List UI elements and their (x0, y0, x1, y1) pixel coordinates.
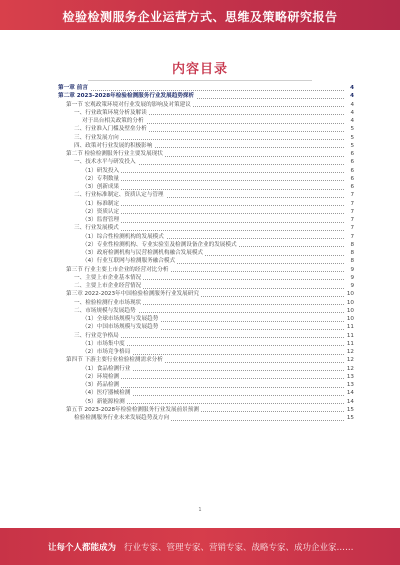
toc-entry[interactable] (58, 323, 354, 331)
toc-entry[interactable] (58, 414, 354, 422)
toc-entry-text: （2）环境检测 (82, 373, 120, 380)
toc-entry-text: （2）专业性检测机构、专业实验室及检测设备企业的发展模式 (82, 241, 237, 248)
toc-entry[interactable] (58, 282, 354, 290)
toc-entry-page: 6 (350, 175, 354, 182)
toc-entry[interactable] (58, 183, 354, 191)
toc-entry-text: （3）创新成果 (82, 184, 120, 190)
toc-entry-text: 二、行业准入门槛及壁垒分析 (74, 126, 147, 133)
toc-entry-page: 7 (350, 233, 354, 240)
toc-entry[interactable] (58, 356, 354, 364)
toc-entry-page: 7 (350, 217, 354, 223)
toc-entry-text: （2）市场竞争格局 (82, 349, 131, 355)
toc-entry-page: 7 (350, 192, 354, 199)
toc-entry-page: 8 (350, 241, 354, 248)
toc-entry[interactable] (58, 381, 354, 389)
toc-title: 内容目录 (171, 62, 228, 77)
toc-entry-page: 4 (350, 101, 354, 108)
toc-entry[interactable] (58, 299, 354, 307)
toc-entry-text: （3）监督管理 (82, 217, 120, 223)
toc-entry-text: （4）行业互联网与检测服务融合模式 (82, 258, 176, 265)
toc-entry-text: 第三节 行业主要上市企业的经营对比分析 (66, 266, 169, 273)
toc-entry[interactable] (58, 200, 354, 208)
footer-slogan-left: 让每个人都能成为 (48, 543, 117, 553)
toc-entry-text: 第三章 2022-2023年中国检验检测服务行业发展研究 (66, 291, 199, 298)
toc-entry[interactable] (58, 142, 354, 150)
toc-entry-text: 一、主要上市企业基本情况 (74, 274, 142, 281)
toc-entry-text: 第一节 宏观政策环境对行业发展的影响及对策建议 (66, 101, 191, 108)
toc-entry-page: 11 (346, 332, 354, 339)
toc-entry-text: 第四节 下游主要行业检验检测需求分析 (66, 357, 163, 364)
toc-leader-dots (82, 180, 344, 181)
toc-entry-text: 第五节 2023-2028年检验检测服务行业发展前景预测 (66, 406, 199, 413)
toc-entry[interactable] (58, 307, 354, 315)
toc-entry-page: 8 (350, 250, 354, 256)
toc-entry[interactable] (58, 84, 354, 92)
toc-entry-text: （2）资质认定 (82, 208, 120, 215)
toc-entry-page: 11 (346, 340, 354, 347)
toc-entry[interactable] (58, 257, 354, 265)
toc-entry-text: 二、主要上市企业经营情况 (74, 283, 142, 289)
toc-entry-text: 四、政策对行业发展的积极影响 (74, 142, 153, 149)
toc-entry-text: 二、行业标准制定、资质认定与管理 (74, 192, 164, 199)
toc-entry[interactable] (58, 134, 354, 142)
toc-leader-dots (82, 213, 344, 214)
toc-entry-page: 8 (350, 258, 354, 265)
toc-entry-text: （2）中国市场规模与发展趋势 (82, 324, 159, 331)
toc-entry-page: 15 (346, 406, 354, 413)
toc-entry[interactable] (58, 101, 354, 109)
toc-entry-text: 一、检验检测行业市场现状 (74, 299, 142, 306)
toc-entry-text: 检验检测服务行业未来发展趋势及方向 (74, 415, 170, 421)
toc-entry[interactable] (58, 233, 354, 241)
toc-entry-text: （3）药品检测 (82, 382, 120, 388)
toc-entry[interactable] (58, 150, 354, 158)
toc-entry[interactable] (58, 92, 354, 100)
toc-entry-page: 10 (346, 307, 354, 314)
toc-entry[interactable] (58, 125, 354, 133)
toc-entry[interactable] (58, 241, 354, 249)
toc-entry[interactable] (58, 340, 354, 348)
toc-entry[interactable] (58, 216, 354, 224)
toc-entry[interactable] (58, 332, 354, 340)
toc-entry[interactable] (58, 389, 354, 397)
toc-entry-text: 一、技术水平与研发投入 (74, 159, 136, 166)
toc-entry[interactable] (58, 191, 354, 199)
toc-entry-text: （4）医疗器械检测 (82, 390, 131, 397)
toc-entry-text: 三、行业发展方向 (74, 134, 119, 141)
toc-entry-page: 7 (350, 200, 354, 207)
toc-entry-page: 4 (350, 85, 354, 91)
toc-entry[interactable] (58, 167, 354, 175)
toc-entry-text: 第一章 前言 (58, 85, 88, 91)
toc-entry-page: 7 (350, 225, 354, 232)
toc-entry[interactable] (58, 290, 354, 298)
toc-entry[interactable] (58, 208, 354, 216)
toc-entry[interactable] (58, 249, 354, 257)
report-title: 检验检测服务企业运营方式、思维及策略研究报告 (62, 10, 338, 24)
toc-leader-dots (82, 222, 344, 223)
toc-entry-page: 15 (346, 415, 354, 421)
toc-entry-text: 第二章 2023-2028年检验检测服务行业发展趋势探析 (58, 93, 195, 100)
toc-entry-page: 10 (346, 316, 354, 322)
toc-entry-page: 9 (350, 283, 354, 289)
toc-entry-page: 14 (346, 390, 354, 397)
toc-entry-text: （1）食品检测行业 (82, 365, 131, 372)
toc-entry[interactable] (58, 266, 354, 274)
toc-entry-page: 4 (350, 93, 354, 100)
toc-entry-page: 9 (350, 274, 354, 281)
toc-entry-text: （1）研发投入 (82, 167, 120, 174)
toc-entry-text: 三、行业竞争格局 (74, 332, 119, 339)
toc-entry-text: （1）综合性检测机构的发展模式 (82, 233, 164, 240)
toc-entry-page: 6 (350, 167, 354, 174)
toc-divider (88, 80, 312, 81)
toc-entry-page: 12 (346, 357, 354, 364)
toc-entry-page: 10 (346, 299, 354, 306)
toc-entry-page: 7 (350, 208, 354, 215)
toc-entry-page: 5 (350, 142, 354, 149)
toc-leader-dots (82, 172, 344, 173)
toc-entry-page: 12 (346, 349, 354, 355)
toc-entry[interactable] (58, 406, 354, 414)
toc-entry[interactable] (58, 398, 354, 406)
toc-leader-dots (82, 378, 344, 379)
toc-entry-text: （1）标准制定 (82, 200, 120, 207)
toc-entry[interactable] (58, 348, 354, 356)
toc-entry-page: 5 (350, 134, 354, 141)
toc-entry-page: 13 (346, 373, 354, 380)
toc-entry[interactable] (58, 175, 354, 183)
footer-slogan-right: 行业专家、管理专家、营销专家、战略专家、成功企业家…… (124, 543, 354, 553)
toc-entry-page: 5 (350, 126, 354, 133)
toc-entry-page: 6 (350, 184, 354, 190)
toc-leader-dots (58, 90, 344, 91)
page-number: 1 (198, 507, 202, 513)
toc-entry-page: 11 (346, 324, 354, 331)
toc-entry[interactable] (58, 373, 354, 381)
toc-entry-page: 9 (350, 266, 354, 273)
toc-entry[interactable] (58, 224, 354, 232)
toc-entry-text: 三、行业发展模式 (74, 225, 119, 232)
toc-entry-text: （2）专利数量 (82, 175, 120, 182)
toc-entry[interactable] (58, 315, 354, 323)
toc-entry-text: （5）新能源检测 (82, 398, 125, 405)
toc-entry[interactable] (58, 365, 354, 373)
table-of-contents (58, 84, 354, 422)
toc-leader-dots (82, 189, 344, 190)
toc-entry-page: 6 (350, 159, 354, 166)
toc-entry-page: 10 (346, 291, 354, 298)
toc-leader-dots (82, 205, 344, 206)
toc-entry-page: 14 (346, 398, 354, 405)
toc-leader-dots (82, 387, 344, 388)
toc-entry-page: 4 (350, 118, 354, 124)
toc-entry-text: （3）政府检测机构与民营检测机构融合发展模式 (82, 250, 204, 256)
toc-entry[interactable] (58, 117, 354, 125)
toc-entry-page: 12 (346, 365, 354, 372)
toc-entry-text: 对于出台相关政策的分析 (82, 118, 144, 124)
toc-entry-text: 二、市场规模与发展趋势 (74, 307, 136, 314)
toc-entry-page: 13 (346, 382, 354, 388)
toc-entry-page: 6 (350, 151, 354, 157)
toc-entry[interactable] (58, 109, 354, 117)
toc-entry-text: 第二节 检验检测服务行业主要发展现状 (66, 151, 163, 157)
toc-entry-page: 4 (350, 109, 354, 116)
toc-entry-text: （1）全球市场规模与发展趋势 (82, 316, 159, 322)
toc-entry[interactable] (58, 158, 354, 166)
toc-entry[interactable] (58, 274, 354, 282)
toc-entry-text: 一、行业政策环境分析及解读 (74, 109, 147, 116)
toc-entry-text: （1）市场集中度 (82, 340, 125, 347)
